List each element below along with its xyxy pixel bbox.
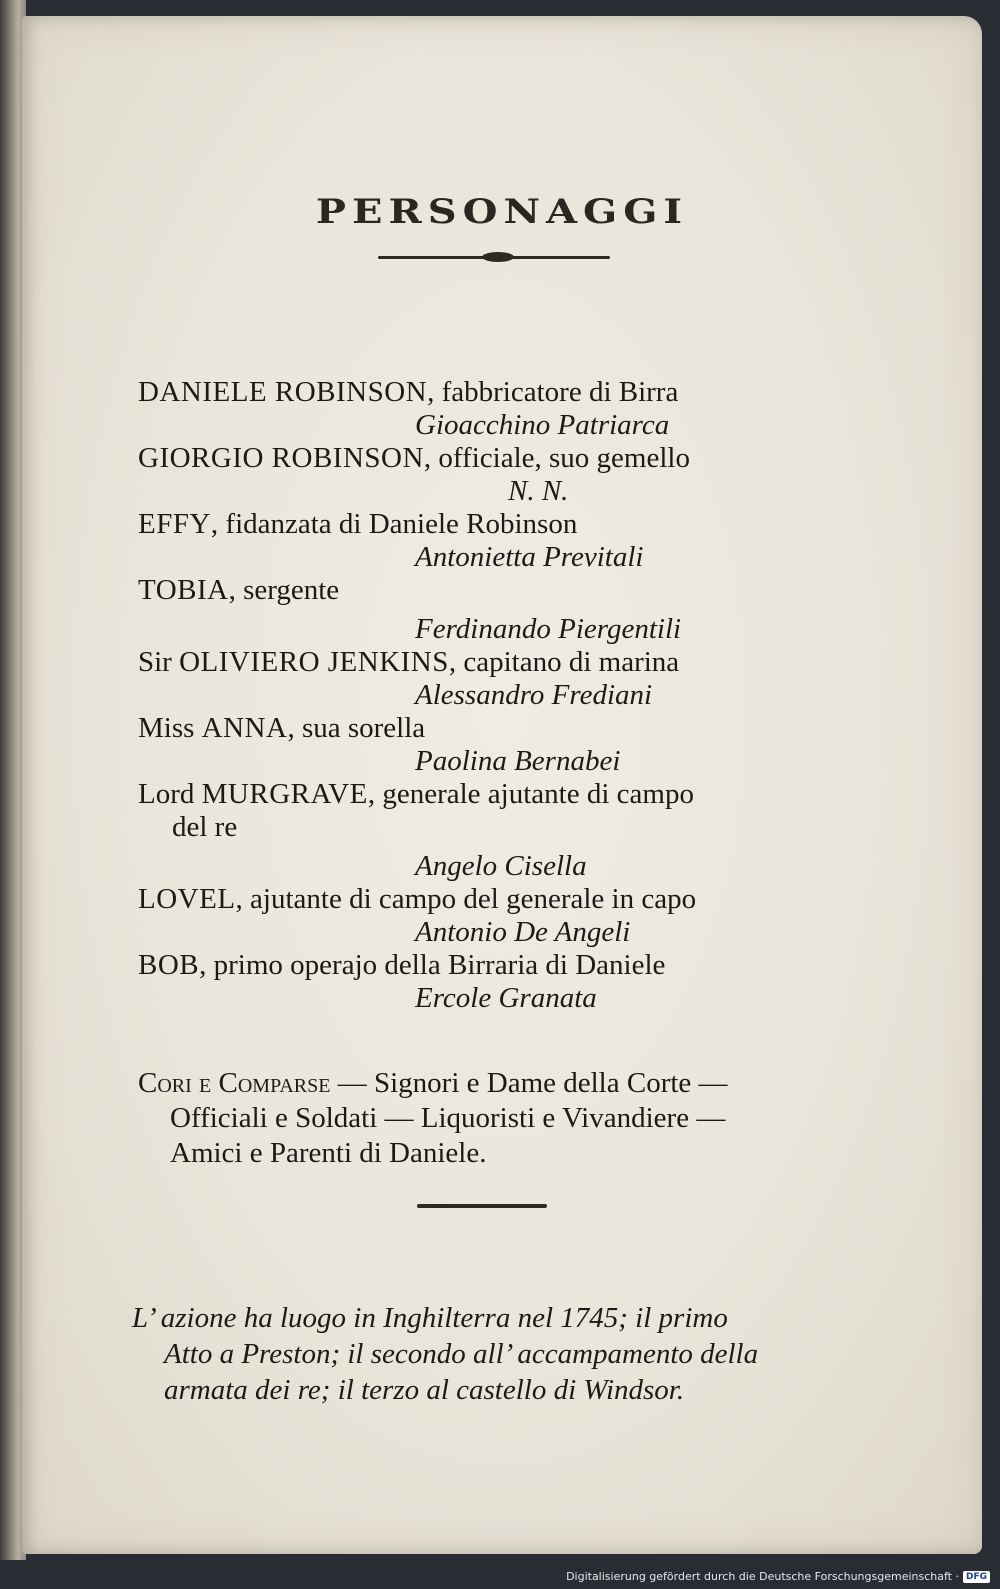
page-title: PERSONAGGI <box>315 191 689 232</box>
note-line-1: L’ azione ha luogo in Inghilterra nel 1745; il primo <box>132 1302 728 1334</box>
footer-text: Digitalisierung gefördert durch die Deutsche Forschungsgemeinschaft · <box>566 1570 959 1583</box>
ornamental-rule-knot <box>482 252 514 262</box>
actor-name: Gioacchino Patriarca <box>415 409 670 441</box>
actor-name: Ferdinando Piergentili <box>415 613 682 645</box>
role-line <box>138 712 858 745</box>
role-description: , fabbricatore di Birra <box>427 376 679 408</box>
role-line <box>138 574 858 607</box>
role-line <box>138 778 858 811</box>
role-line <box>138 949 858 982</box>
role-name: EFFY <box>138 508 211 540</box>
role-description: , ajutante di campo del generale in capo <box>235 883 697 915</box>
actor-name: Paolina Bernabei <box>415 745 621 777</box>
note-line-2: Atto a Preston; il secondo all’ accampamento della <box>164 1338 759 1370</box>
role-name: GIORGIO ROBINSON <box>138 442 424 474</box>
role-title: Lord <box>138 778 202 810</box>
role-name: TOBIA <box>138 574 229 606</box>
note-line-3: armata dei re; il terzo al castello di Windsor. <box>164 1374 685 1406</box>
role-continuation: del re <box>172 811 238 843</box>
role-description: , fidanzata di Daniele Robinson <box>210 508 578 540</box>
cast-entry-tobia <box>138 574 858 646</box>
chorus-line-2: Officiali e Soldati — Liquoristi e Vivandiere — <box>170 1102 726 1134</box>
ornamental-rule-bottom <box>417 1204 547 1208</box>
cast-entry-lovel <box>138 883 858 949</box>
actor-name: N. N. <box>508 475 569 507</box>
role-description: , sergente <box>228 574 340 606</box>
cast-entry-bob <box>138 949 858 1015</box>
cast-entry-effy <box>138 508 858 574</box>
actor-name: Antonio De Angeli <box>415 916 631 948</box>
setting-note <box>132 1300 852 1408</box>
role-name: ANNA <box>201 712 288 744</box>
cast-list <box>138 376 858 1015</box>
role-name: LOVEL <box>138 883 236 915</box>
role-description: , generale ajutante di campo <box>367 778 694 810</box>
chorus-heading: Cori e Comparse <box>138 1067 331 1099</box>
chorus-block <box>138 1066 838 1171</box>
role-title: Sir <box>138 646 180 678</box>
role-name: OLIVIERO JENKINS <box>179 646 449 678</box>
role-line <box>138 442 858 475</box>
book-page <box>22 16 982 1554</box>
cast-entry-oliviero <box>138 646 858 712</box>
chorus-line-3: Amici e Parenti di Daniele. <box>170 1137 487 1169</box>
role-description: , sua sorella <box>287 712 426 744</box>
cast-entry-murgrave <box>138 778 858 883</box>
actor-name: Antonietta Previtali <box>415 541 644 573</box>
funding-footer <box>566 1570 990 1583</box>
role-description: , primo operajo della Birraria di Daniele <box>199 949 666 981</box>
dfg-logo: DFG <box>963 1571 990 1583</box>
actor-name: Angelo Cisella <box>415 850 587 882</box>
role-line <box>138 376 858 409</box>
role-name: MURGRAVE <box>201 778 368 810</box>
role-line <box>138 646 858 679</box>
actor-name: Ercole Granata <box>415 982 597 1014</box>
role-description: , officiale, suo gemello <box>423 442 690 474</box>
role-description: , capitano di marina <box>448 646 680 678</box>
role-line <box>138 508 858 541</box>
role-name: BOB <box>138 949 200 981</box>
cast-entry-giorgio <box>138 442 858 508</box>
chorus-line-1 <box>138 1066 838 1101</box>
cast-entry-anna <box>138 712 858 778</box>
actor-name: Alessandro Frediani <box>415 679 653 711</box>
role-title: Miss <box>138 712 202 744</box>
cast-entry-daniele <box>138 376 858 442</box>
role-name: DANIELE ROBINSON <box>138 376 428 408</box>
role-line <box>138 883 858 916</box>
chorus-text: — Signori e Dame della Corte — <box>330 1067 728 1099</box>
